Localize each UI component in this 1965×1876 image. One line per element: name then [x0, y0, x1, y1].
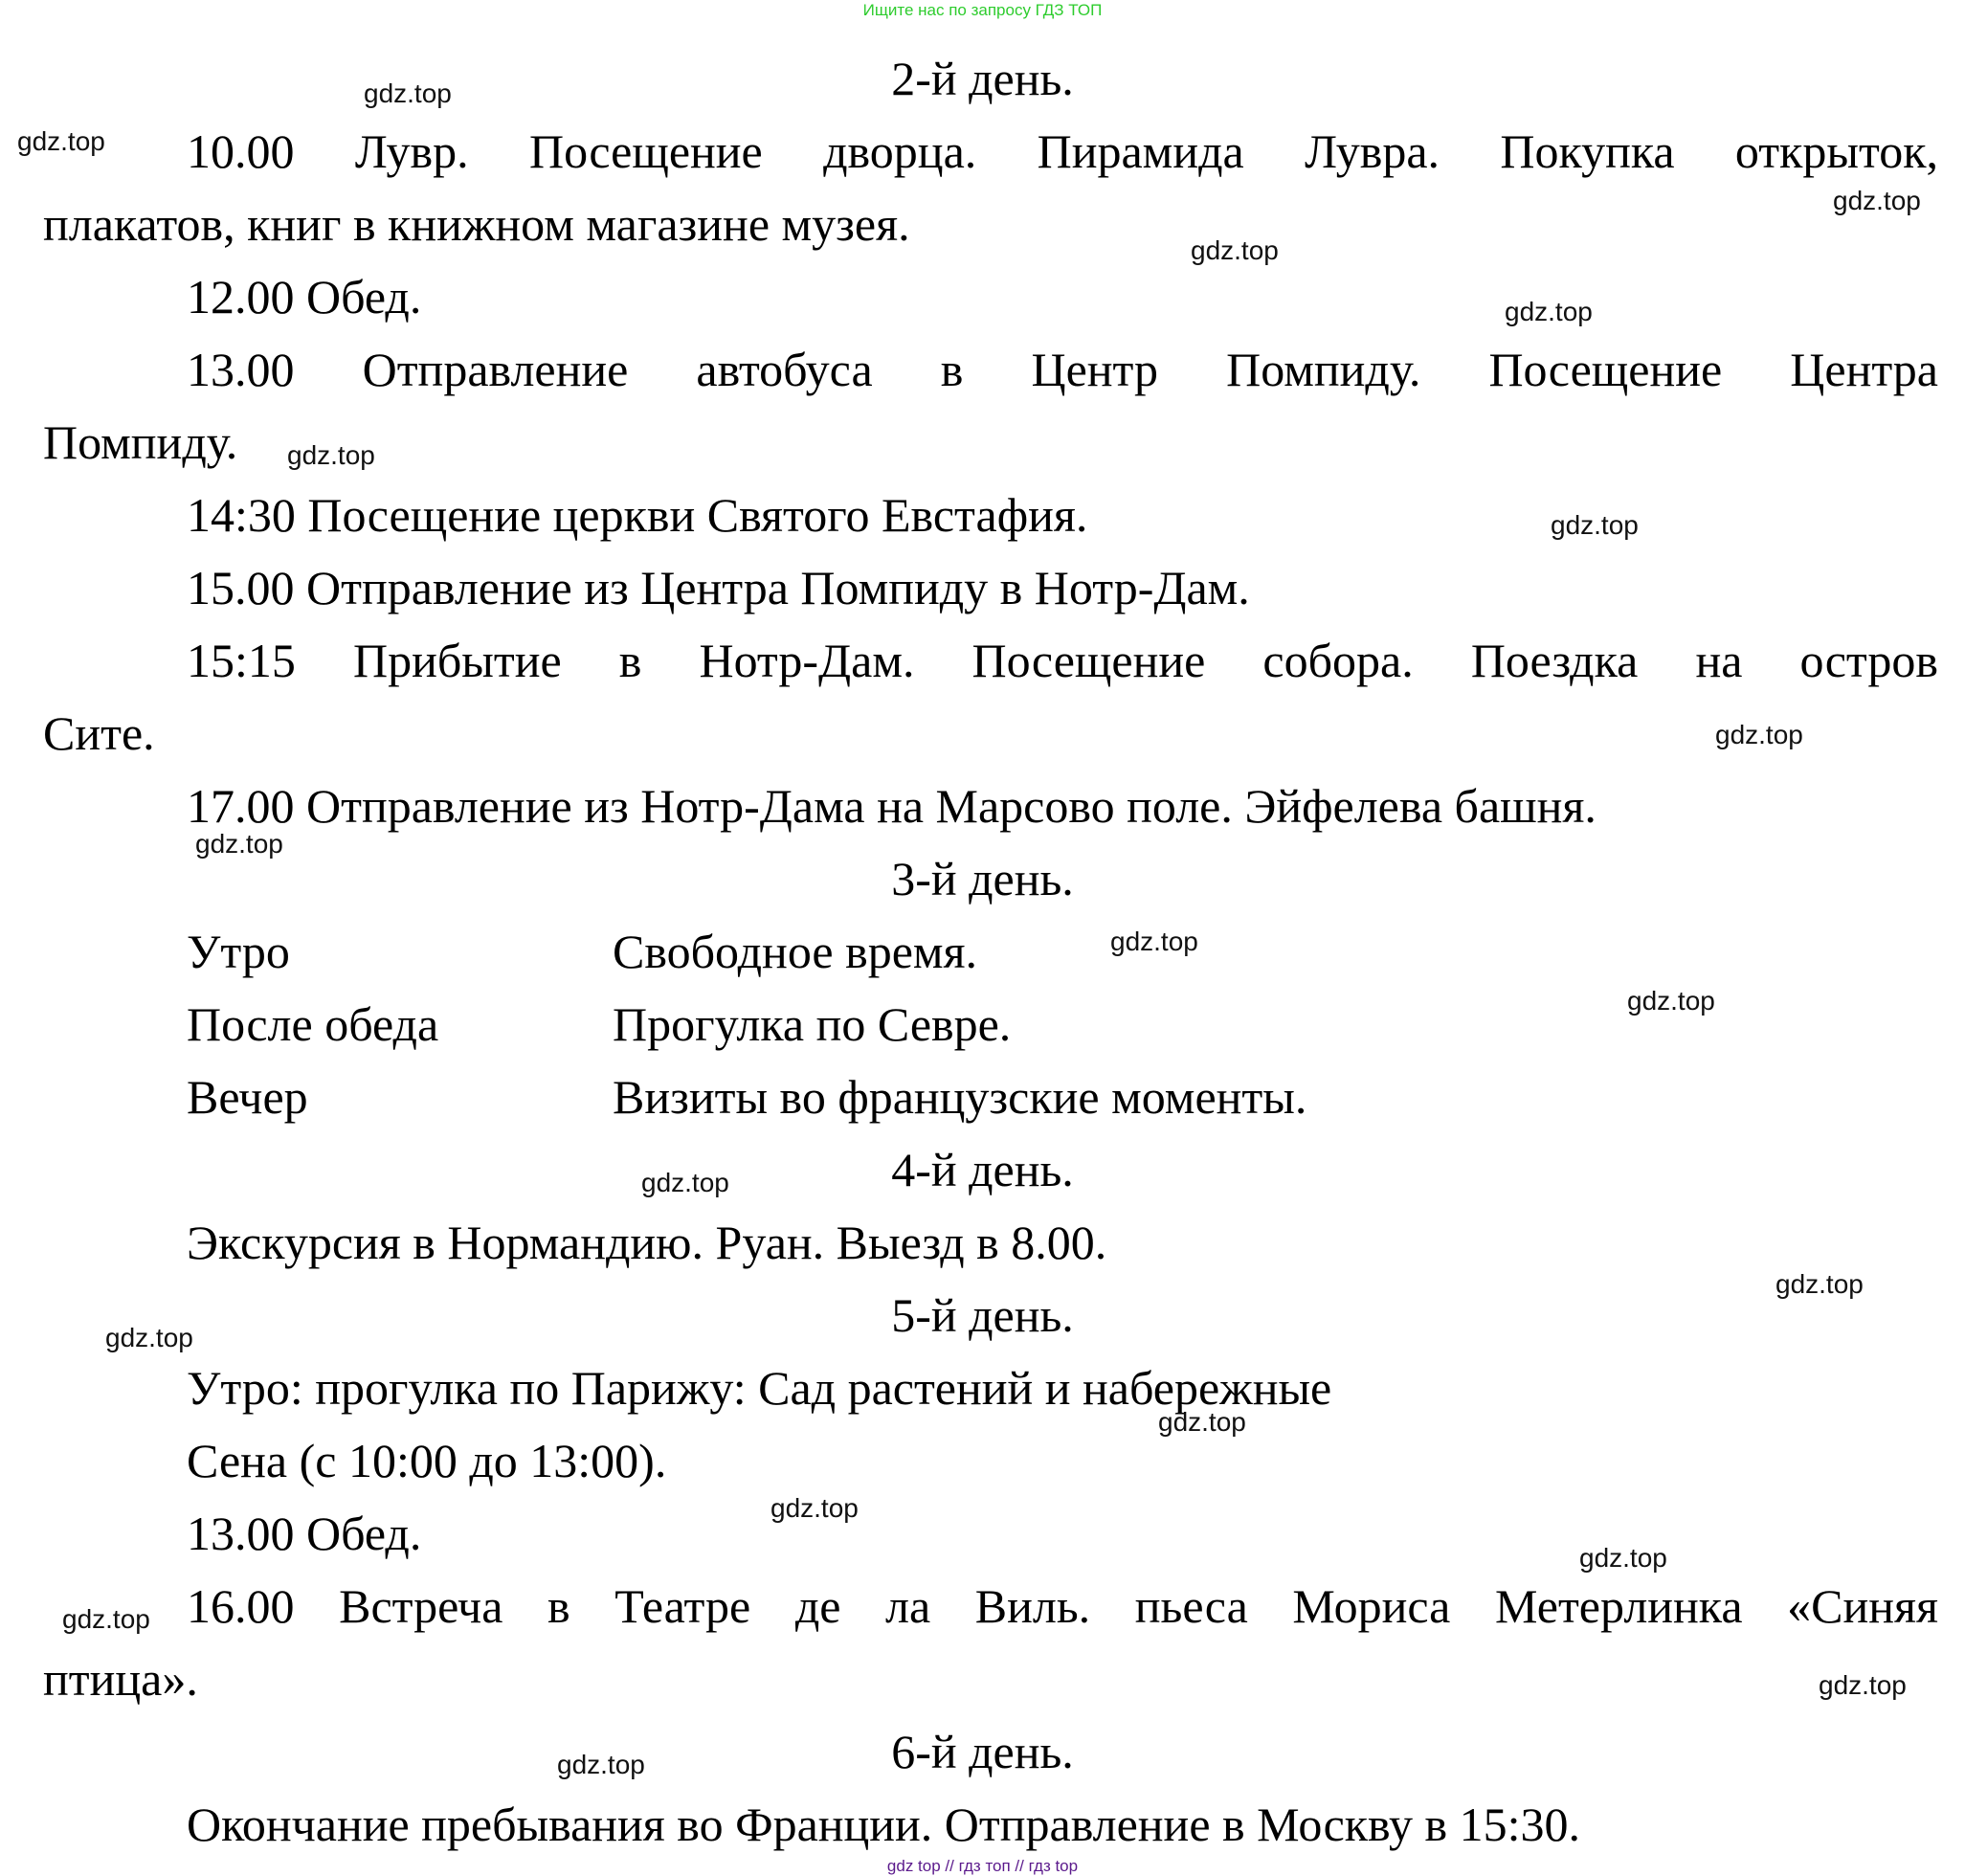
day2-lunch: 12.00 Обед. [187, 270, 422, 324]
day2-pompidou-line2: Помпиду. [43, 415, 238, 469]
day2-eiffel: 17.00 Отправление из Нотр-Дама на Марсово поле. Эйфелева башня. [187, 779, 1597, 833]
watermark: gdz.top [1579, 1543, 1667, 1573]
watermark: gdz.top [195, 829, 283, 859]
day3-row-label: Вечер [187, 1070, 308, 1124]
day2-arrival-line2: Сите. [43, 706, 155, 760]
watermark: gdz.top [1833, 186, 1921, 215]
watermark: gdz.top [1819, 1670, 1907, 1700]
day2-depart-notre-dame: 15.00 Отправление из Центра Помпиду в Нотр-Дам. [187, 561, 1250, 614]
day3-row-value: Визиты во французские моменты. [613, 1070, 1307, 1124]
day2-pompidou-line1: 13.00 Отправление автобуса в Центр Помпиду. Посещение Центра [187, 343, 1938, 396]
day2-louvre-line2: плакатов, книг в книжном магазине музея. [43, 197, 910, 251]
day3-heading: 3-й день. [891, 852, 1074, 905]
day3-row-label: После обеда [187, 997, 439, 1051]
day5-theatre-line1: 16.00 Встреча в Театре де ла Виль. пьеса Мориса Метерлинка «Синяя [187, 1579, 1938, 1633]
watermark: gdz.top [1110, 927, 1198, 956]
day6-text: Окончание пребывания во Франции. Отправление в Москву в 15:30. [187, 1798, 1580, 1851]
watermark: gdz.top [287, 440, 375, 470]
day5-lunch: 13.00 Обед. [187, 1507, 422, 1560]
watermark: gdz.top [1158, 1407, 1246, 1437]
day6-heading: 6-й день. [891, 1725, 1074, 1778]
watermark: gdz.top [1775, 1269, 1864, 1299]
footer-watermark: gdz top // гдз топ // гдз top [886, 1857, 1079, 1875]
watermark: gdz.top [1551, 510, 1639, 540]
day3-row-value: Прогулка по Севре. [613, 997, 1012, 1051]
day5-walk-line1: Утро: прогулка по Парижу: Сад растений и набережные [187, 1361, 1332, 1415]
watermark: gdz.top [641, 1168, 729, 1197]
watermark: gdz.top [105, 1323, 193, 1352]
day4-text: Экскурсия в Нормандию. Руан. Выезд в 8.00. [187, 1216, 1107, 1269]
watermark: gdz.top [770, 1493, 859, 1523]
day4-heading: 4-й день. [891, 1143, 1074, 1196]
day5-heading: 5-й день. [891, 1288, 1074, 1342]
watermark: gdz.top [1191, 235, 1279, 265]
watermark: gdz.top [1627, 986, 1715, 1016]
watermark: gdz.top [17, 126, 105, 156]
day5-theatre-line2: птица». [43, 1652, 198, 1706]
top-banner: Ищите нас по запросу ГДЗ ТОП [862, 1, 1103, 19]
watermark: gdz.top [557, 1750, 645, 1779]
day2-arrival-line1: 15:15 Прибытие в Нотр-Дам. Посещение собора. Поездка на остров [187, 634, 1938, 687]
watermark: gdz.top [62, 1604, 150, 1634]
watermark: gdz.top [1715, 720, 1803, 749]
day5-walk-line2: Сена (с 10:00 до 13:00). [187, 1434, 667, 1487]
day3-row-label: Утро [187, 925, 290, 978]
day2-heading: 2-й день. [891, 52, 1074, 105]
day3-row-value: Свободное время. [613, 925, 978, 978]
day2-louvre-line1: 10.00 Лувр. Посещение дворца. Пирамида Лувра. Покупка открыток, [187, 124, 1938, 178]
watermark: gdz.top [364, 78, 452, 108]
day2-church: 14:30 Посещение церкви Святого Евстафия. [187, 488, 1088, 542]
watermark: gdz.top [1505, 297, 1593, 326]
